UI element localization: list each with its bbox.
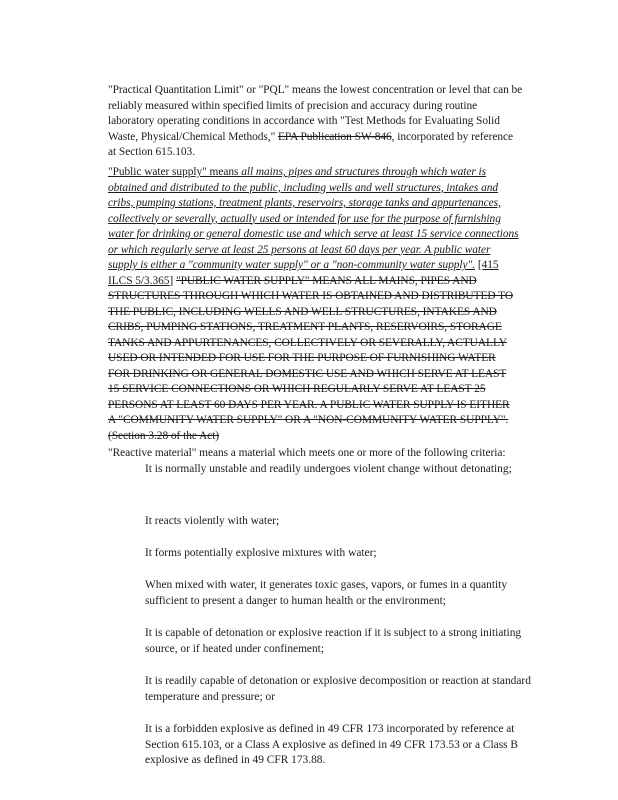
reactive-criterion: [145, 546, 555, 562]
reactive-material-intro: "Reactive material" means a material which meets one or more of the following criteria:: [108, 447, 506, 459]
text-run: obtained and distributed to the public, including wells and well structures, intakes and: [108, 181, 499, 194]
text-run: supply is either a "community water supply" or a "non-community water supply".: [108, 259, 476, 271]
reactive-criterion: [145, 462, 555, 478]
text-run: "PUBLIC WATER SUPPLY" MEANS ALL MAINS, PIPES AND: [175, 274, 477, 287]
text-line: [108, 99, 548, 115]
text-run: cribs, pumping stations, treatment plants, reservoirs, storage tanks and appurtenances,: [108, 197, 501, 209]
text-run: FOR DRINKING OR GENERAL DOMESTIC USE AND WHICH SERVE AT LEAST: [108, 367, 507, 380]
text-line: [108, 196, 548, 212]
reactive-material-definition: [108, 446, 548, 462]
text-run: collectively or severally, actually used or intended for use for the purpose of furnishing: [108, 212, 501, 225]
text-run: water for drinking or general domestic use and which serve at least 15 service connections: [108, 228, 519, 240]
text-line: [108, 305, 548, 321]
text-run: THE PUBLIC, INCLUDING WELLS AND WELL STRUCTURES, INTAKES AND: [108, 305, 497, 318]
criterion-line: It is capable of detonation or explosive reaction if it is subject to a strong initiating: [145, 627, 522, 639]
text-run: A "COMMUNITY WATER SUPPLY" OR A "NON-COMMUNITY WATER SUPPLY".: [108, 414, 509, 426]
text-run: all mains, pipes and structures through which water is: [241, 166, 487, 178]
text-line: [108, 130, 548, 146]
text-line: [108, 227, 548, 243]
criterion-line: It reacts violently with water;: [145, 515, 280, 527]
text-line: [108, 145, 548, 161]
text-line: [108, 212, 548, 228]
text-line: [108, 398, 548, 414]
text-line: [108, 165, 548, 181]
text-line: [108, 83, 548, 99]
text-run: Waste, Physical/Chemical Methods,": [108, 130, 278, 143]
text-line: [108, 429, 548, 445]
criterion-line: It is a forbidden explosive as defined in 49 CFR 173 incorporated by reference at: [145, 723, 515, 735]
text-run: PERSONS AT LEAST 60 DAYS PER YEAR. A PUBLIC WATER SUPPLY IS EITHER: [108, 398, 510, 411]
reactive-criterion: [145, 514, 555, 530]
text-run: [415: [477, 259, 499, 271]
text-run: laboratory operating conditions in accordance with "Test Methods for Evaluating Solid: [108, 115, 500, 127]
text-run: at Section 615.103.: [108, 146, 195, 158]
criterion-line: Section 615.103, or a Class A explosive as defined in 49 CFR 173.53 or a Class B: [145, 738, 519, 751]
text-run: , incorporated by reference: [391, 130, 513, 143]
text-line: [108, 351, 548, 367]
text-line: [108, 258, 548, 274]
text-line: [108, 413, 548, 429]
text-run: "Public water supply" means: [108, 166, 242, 178]
reactive-criterion: [145, 578, 555, 609]
text-line: [108, 320, 548, 336]
criterion-line: source, or if heated under confinement;: [145, 642, 325, 655]
public-water-supply-definition: [108, 165, 548, 444]
text-line: [108, 367, 548, 383]
text-run: CRIBS, PUMPING STATIONS, TREATMENT PLANTS, RESERVOIRS, STORAGE: [108, 321, 502, 333]
text-line: [108, 181, 548, 197]
text-line: [108, 336, 548, 352]
text-run: USED OR INTENDED FOR USE FOR THE PURPOSE OF FURNISHING WATER: [108, 352, 496, 364]
text-line: [108, 274, 548, 290]
text-run: EPA Publication SW-846: [277, 130, 392, 143]
text-run: ILCS 5/3.365]: [108, 274, 174, 287]
text-line: [108, 114, 548, 130]
criterion-line: It forms potentially explosive mixtures with water;: [145, 547, 377, 559]
text-line: [108, 382, 548, 398]
text-run: TANKS AND APPURTENANCES, COLLECTIVELY OR SEVERALLY, ACTUALLY: [108, 336, 507, 349]
text-run: or which regularly serve at least 25 persons at least 60 days per year. A public water: [108, 243, 491, 256]
text-line: [108, 289, 548, 305]
text-run: STRUCTURES THROUGH WHICH WATER IS OBTAINED AND DISTRIBUTED TO: [108, 290, 514, 302]
criterion-line: When mixed with water, it generates toxic gases, vapors, or fumes in a quantity: [145, 579, 508, 591]
text-run: 15 SERVICE CONNECTIONS OR WHICH REGULARLY SERVE AT LEAST 25: [108, 383, 486, 395]
criterion-line: temperature and pressure; or: [145, 690, 275, 703]
criterion-line: It is readily capable of detonation or explosive decomposition or reaction at standard: [145, 675, 531, 687]
text-run: (Section 3.28 of the Act): [108, 429, 220, 442]
text-run: reliably measured within specified limits of precision and accuracy during routine: [108, 99, 478, 112]
criterion-line: It is normally unstable and readily undergoes violent change without detonating;: [145, 463, 512, 475]
reactive-criterion: [145, 674, 555, 705]
reactive-criterion: [145, 722, 555, 769]
pql-definition: [108, 83, 548, 161]
criterion-line: sufficient to present a danger to human health or the environment;: [145, 594, 446, 607]
criterion-line: explosive as defined in 49 CFR 173.88.: [145, 754, 326, 766]
text-run: "Practical Quantitation Limit" or "PQL" means the lowest concentration or level that can be: [108, 84, 523, 96]
reactive-criterion: [145, 626, 555, 657]
text-line: [108, 243, 548, 259]
